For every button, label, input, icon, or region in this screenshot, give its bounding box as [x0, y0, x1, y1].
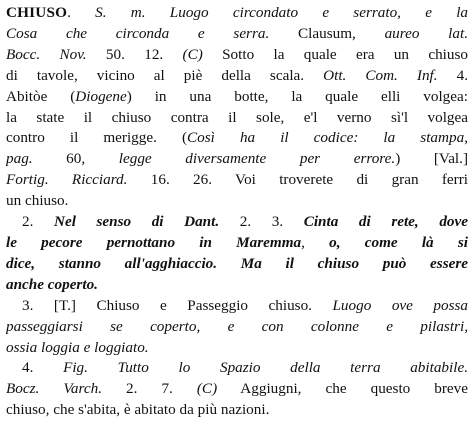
- text-line: [6, 128, 468, 149]
- text-segment: Fig. Tutto lo Spazio della terra abitabile.: [63, 359, 468, 377]
- text-segment: Bocz. Varch.: [6, 380, 103, 398]
- text-segment: o, come là si: [329, 233, 468, 251]
- text-segment: ) [Val.]: [395, 150, 468, 168]
- text-line: [6, 338, 468, 359]
- text-segment: .: [67, 4, 96, 21]
- text-segment: 16. 26. Voi troverete di gran ferri: [127, 171, 468, 189]
- text-segment: ossia loggia e loggiato.: [6, 338, 149, 356]
- text-line: [6, 191, 468, 212]
- text-segment: aureo lat.: [384, 24, 468, 42]
- text-segment: Cosa che circonda e serra.: [6, 24, 270, 42]
- text-line: [6, 45, 468, 66]
- text-segment: Così ha il codice: la stampa: [187, 129, 465, 147]
- entry-section-sense-3: [6, 296, 468, 359]
- text-segment: pag.: [6, 150, 33, 168]
- text-segment: ,: [464, 129, 468, 147]
- text-segment: 3. [T.] Chiuso e Passeggio chiuso.: [22, 296, 333, 314]
- text-segment: Fortig. Ricciard.: [6, 171, 128, 189]
- text-segment: ,: [301, 233, 330, 251]
- text-segment: un chiuso.: [6, 192, 69, 210]
- entry-section-sense-4: [6, 358, 468, 421]
- text-line: [6, 358, 468, 379]
- entry-section-main: [6, 3, 468, 212]
- text-segment: (C): [182, 45, 203, 63]
- text-segment: 60,: [32, 150, 119, 168]
- headword: CHIUSO: [6, 4, 68, 21]
- dictionary-entry: [6, 3, 468, 421]
- text-segment: 2. 3.: [219, 213, 304, 231]
- text-segment: Luogo ove possa: [332, 296, 468, 314]
- text-segment: legge diversamente per errore.: [118, 150, 396, 168]
- text-line: [6, 275, 468, 296]
- text-segment: S. m. Luogo circondato e serrato, e la: [95, 4, 468, 21]
- text-line: [6, 3, 468, 24]
- text-segment: Nel senso di Dant.: [53, 213, 220, 231]
- text-segment: chiuso, che s'abita, è abitato da più nazioni.: [6, 401, 270, 419]
- text-line: [6, 254, 468, 275]
- text-segment: Abitòe (: [6, 87, 76, 105]
- text-segment: 2. 7.: [102, 380, 197, 398]
- text-line: [6, 108, 468, 129]
- text-segment: anche coperto.: [6, 275, 98, 293]
- text-segment: 4.: [22, 359, 64, 377]
- text-segment: Ott. Com. Inf.: [323, 66, 438, 84]
- text-segment: la state il chiuso contra il sole, e'l verno sì'l volgea: [6, 108, 468, 126]
- text-segment: di tavole, vicino al piè della scala.: [6, 66, 324, 84]
- text-line: [6, 149, 468, 170]
- text-line: [6, 24, 468, 45]
- text-line: [6, 87, 468, 108]
- text-segment: Sotto la quale era un chiuso: [202, 45, 468, 63]
- text-segment: dice, stanno all'agghiaccio. Ma il chiuso può essere: [6, 254, 468, 272]
- text-segment: 50. 12.: [86, 45, 183, 63]
- text-segment: Aggiugni, che questo breve: [217, 380, 468, 398]
- text-line: [6, 400, 468, 421]
- text-line: [6, 317, 468, 338]
- text-segment: passeggiarsi se coperto, e con colonne e pilastri,: [6, 317, 468, 335]
- text-segment: 4.: [437, 66, 468, 84]
- text-line: [6, 212, 468, 233]
- text-segment: Diogene: [75, 87, 127, 105]
- text-segment: Bocc. Nov.: [6, 45, 87, 63]
- text-segment: Clausum,: [269, 24, 385, 42]
- text-line: [6, 66, 468, 87]
- text-segment: le pecore pernottano in Maremma: [6, 233, 302, 251]
- text-segment: Cinta di rete, dove: [303, 213, 468, 231]
- text-line: [6, 379, 468, 400]
- text-line: [6, 170, 468, 191]
- text-line: [6, 233, 468, 254]
- entry-section-sense-2: [6, 212, 468, 296]
- text-line: [6, 296, 468, 317]
- text-segment: contro il merigge. (: [6, 129, 188, 147]
- text-segment: (C): [196, 380, 218, 398]
- text-segment: ) in una botte, la quale elli volgea:: [126, 87, 468, 105]
- text-segment: 2.: [22, 213, 54, 231]
